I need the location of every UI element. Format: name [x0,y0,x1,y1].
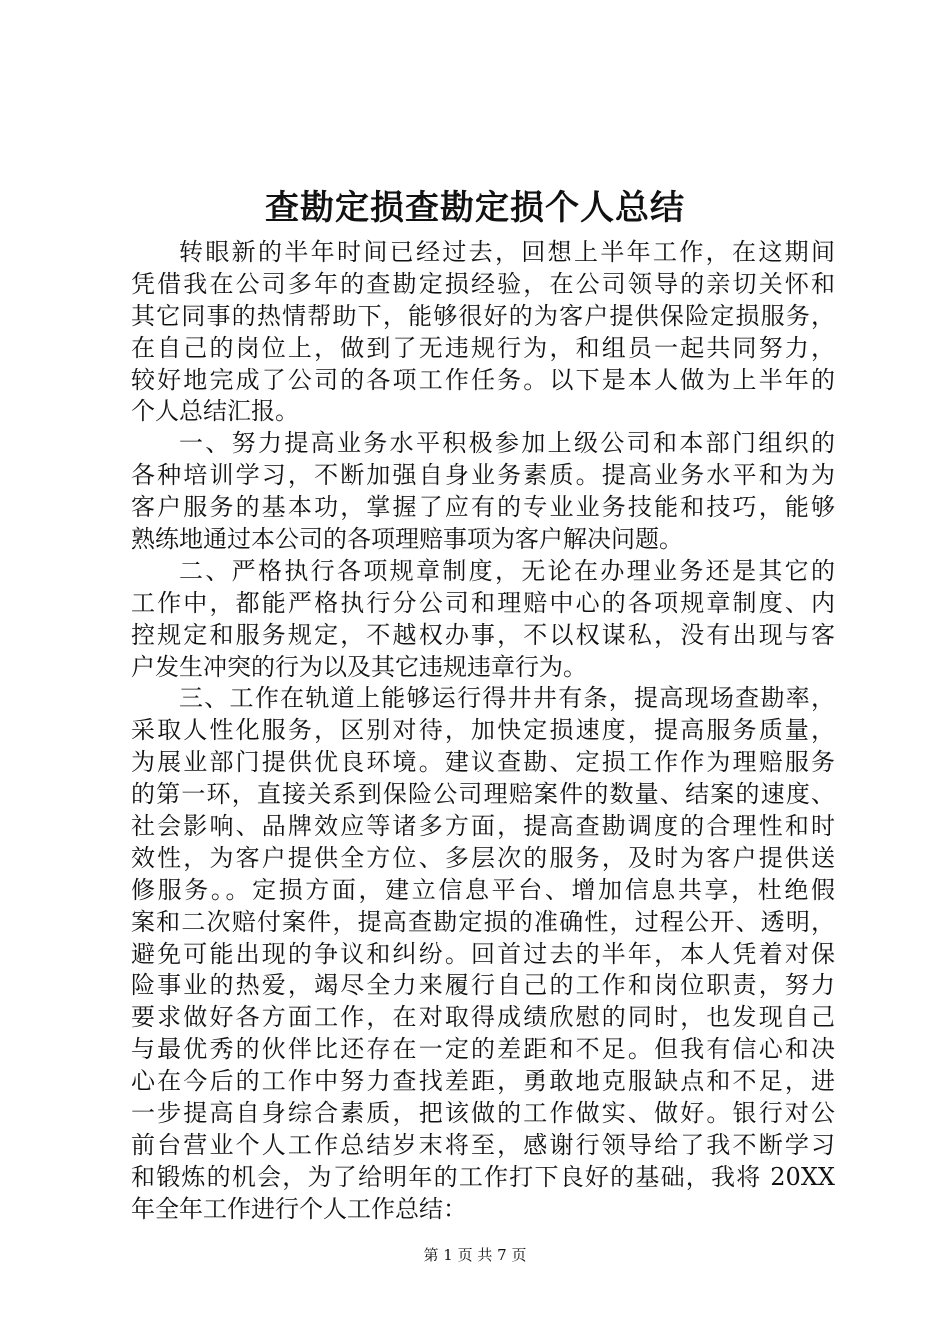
text-line: 各种培训学习，不断加强自身业务素质。提高业务水平和为为 [131,461,835,490]
document-title: 查勘定损查勘定损个人总结 [265,188,685,228]
text-line: 个人总结汇报。 [131,397,299,426]
text-line: 避免可能出现的争议和纠纷。回首过去的半年，本人凭着对保 [131,939,835,968]
text-line: 一、努力提高业务水平积极参加上级公司和本部门组织的 [179,429,835,458]
text-line: 一步提高自身综合素质，把该做的工作做实、做好。银行对公 [131,1099,835,1128]
text-line: 采取人性化服务，区别对待，加快定损速度，提高服务质量， [131,716,835,745]
text-line: 修服务。。定损方面，建立信息平台、增加信息共享，杜绝假 [131,875,835,904]
text-line: 效性，为客户提供全方位、多层次的服务，及时为客户提供送 [131,843,835,872]
text-line: 熟练地通过本公司的各项理赔事项为客户解决问题。 [131,525,683,554]
text-line: 在自己的岗位上，做到了无违规行为，和组员一起共同努力， [131,333,835,362]
text-line: 心在今后的工作中努力查找差距，勇敢地克服缺点和不足，进 [131,1067,835,1096]
text-line: 客户服务的基本功，掌握了应有的专业业务技能和技巧，能够 [131,493,835,522]
text-line: 较好地完成了公司的各项工作任务。以下是本人做为上半年的 [131,365,835,394]
text-line: 和锻炼的机会，为了给明年的工作打下良好的基础，我将 20XX [131,1162,835,1191]
text-line: 为展业部门提供优良环境。建议查勘、定损工作作为理赔服务 [131,748,835,777]
text-line: 前台营业个人工作总结岁末将至，感谢行领导给了我不断学习 [131,1130,835,1159]
page-footer: 第 1 页 共 7 页 [423,1246,527,1264]
text-line: 险事业的热爱，竭尽全力来履行自己的工作和岗位职责，努力 [131,971,835,1000]
text-line: 转眼新的半年时间已经过去，回想上半年工作，在这期间 [179,238,835,266]
text-line: 要求做好各方面工作，在对取得成绩欣慰的同时，也发现自己 [131,1003,835,1032]
text-line: 三、工作在轨道上能够运行得井井有条，提高现场查勘率， [179,684,835,713]
document-body [131,237,835,1226]
text-line: 的第一环，直接关系到保险公司理赔案件的数量、结案的速度、 [131,780,835,809]
text-line: 户发生冲突的行为以及其它违规违章行为。 [131,652,587,681]
text-line: 案和二次赔付案件，提高查勘定损的准确性，过程公开、透明， [131,907,835,936]
text-line: 其它同事的热情帮助下，能够很好的为客户提供保险定损服务， [131,301,835,330]
text-line: 与最优秀的伙伴比还存在一定的差距和不足。但我有信心和决 [131,1035,835,1064]
text-line: 年全年工作进行个人工作总结： [131,1194,467,1223]
text-line: 控规定和服务规定，不越权办事，不以权谋私，没有出现与客 [131,620,835,649]
text-line: 工作中，都能严格执行分公司和理赔中心的各项规章制度、内 [131,588,835,617]
text-line: 社会影响、品牌效应等诸多方面，提高查勘调度的合理性和时 [131,812,835,841]
text-line: 二、严格执行各项规章制度，无论在办理业务还是其它的 [179,556,835,585]
text-line: 凭借我在公司多年的查勘定损经验，在公司领导的亲切关怀和 [131,269,835,298]
